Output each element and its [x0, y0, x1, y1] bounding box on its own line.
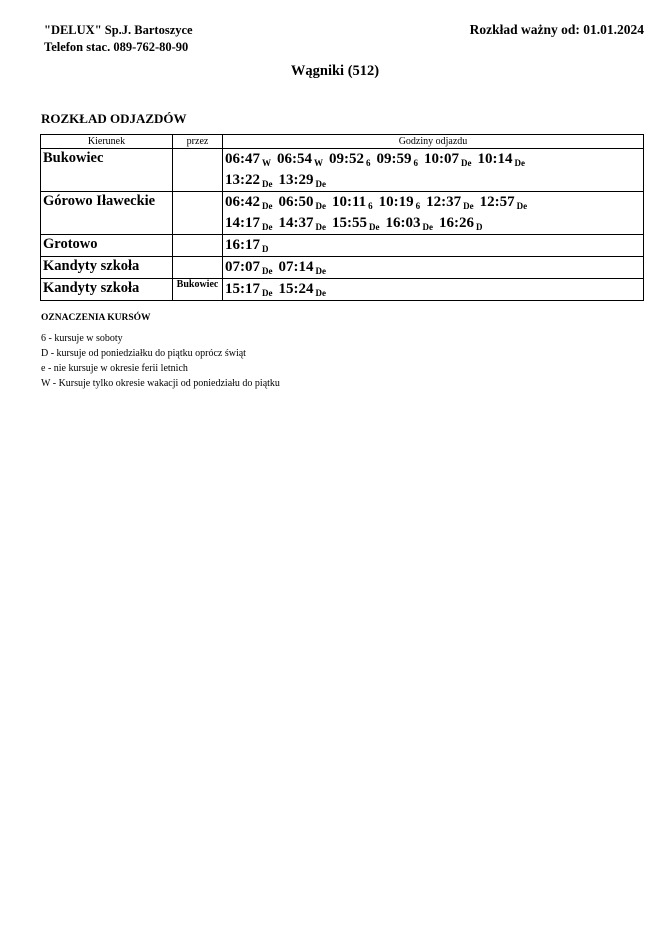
departure: [225, 213, 273, 234]
departure-times-cell: [223, 235, 644, 257]
departure-time: 16:26: [439, 215, 474, 231]
departure-time: 06:47: [225, 151, 260, 167]
departure-line: [225, 213, 641, 234]
departure: [225, 170, 273, 191]
departure: [279, 279, 327, 300]
departure: [225, 149, 271, 170]
departure-marker: 6: [366, 158, 371, 168]
departure-time: 10:07: [424, 151, 459, 167]
departure: [225, 279, 273, 300]
departure-times-cell: [223, 192, 644, 235]
departure-marker: De: [516, 201, 528, 211]
legend-item: e - nie kursuje w okresie ferii letnich: [41, 363, 188, 374]
departure-time: 14:37: [278, 215, 314, 231]
via-cell: Bukowiec: [173, 279, 223, 301]
departure-marker: De: [315, 266, 326, 276]
direction-cell: Górowo Iławeckie: [41, 192, 173, 235]
company-info: [44, 22, 193, 56]
page-title: Wągniki (512): [290, 63, 380, 79]
departure-time: 09:59: [376, 151, 412, 167]
departure: [439, 213, 483, 234]
departure-marker: D: [262, 244, 269, 254]
departure: [225, 235, 269, 256]
direction-cell: Kandyty szkoła: [41, 257, 173, 279]
departure-marker: 6: [368, 201, 373, 211]
departure-marker: De: [262, 266, 273, 276]
departure-times-cell: [223, 279, 644, 301]
departure-marker: De: [262, 201, 273, 211]
departure-line: [225, 235, 641, 256]
section-title: ROZKŁAD ODJAZDÓW: [41, 111, 187, 126]
direction-cell: Kandyty szkoła: [41, 279, 173, 301]
departure-marker: W: [314, 158, 323, 168]
departure-marker: De: [262, 222, 273, 232]
departure-time: 10:11: [332, 194, 367, 210]
timetable-header: [41, 135, 644, 149]
departure-marker: De: [315, 201, 326, 211]
departure-time: 10:14: [477, 151, 513, 167]
departure-marker: D: [476, 222, 483, 232]
legend: [41, 331, 280, 391]
departure-marker: W: [262, 158, 271, 168]
departure: [377, 149, 419, 170]
departure: [225, 192, 273, 213]
departure-times-cell: [223, 149, 644, 192]
departure-marker: De: [315, 179, 326, 189]
departure-line: [225, 257, 641, 278]
via-cell: [173, 192, 223, 235]
departure-time: 16:17: [225, 237, 260, 253]
departure-marker: De: [461, 158, 472, 168]
departure-line: [225, 279, 641, 300]
departure-time: 14:17: [225, 215, 260, 231]
valid-from: Rozkład ważny od: 01.01.2024: [469, 22, 644, 37]
header-via: przez: [173, 135, 223, 149]
departure-time: 07:07: [225, 259, 260, 275]
legend-title: OZNACZENIA KURSÓW: [41, 313, 151, 323]
departure-marker: De: [422, 222, 433, 232]
departure-time: 09:52: [329, 151, 364, 167]
departure: [225, 257, 273, 278]
departure-time: 06:54: [277, 151, 312, 167]
direction-cell: Bukowiec: [41, 149, 173, 192]
departure-time: 15:17: [225, 281, 260, 297]
timetable: [40, 134, 644, 301]
table-row: [41, 235, 644, 257]
departure: [279, 213, 327, 234]
departure-marker: De: [262, 288, 273, 298]
header-direction: Kierunek: [41, 135, 173, 149]
departure: [424, 149, 472, 170]
departure-times-cell: [223, 257, 644, 279]
departure: [480, 192, 528, 213]
departure-time: 07:14: [278, 259, 314, 275]
departure-time: 12:57: [479, 194, 515, 210]
departure-time: 06:50: [278, 194, 314, 210]
departure-marker: 6: [415, 201, 421, 211]
company-phone: Telefon stac. 089-762-80-90: [44, 40, 189, 54]
departure-marker: 6: [413, 158, 418, 168]
departure: [279, 257, 327, 278]
departure-time: 15:24: [278, 281, 314, 297]
departure: [332, 192, 373, 213]
legend-item: W - Kursuje tylko okresie wakacji od poniedziału do piątku: [41, 378, 280, 389]
departure-line: [225, 192, 641, 213]
departure-marker: De: [514, 158, 525, 168]
departure: [426, 192, 474, 213]
departure-time: 13:29: [278, 172, 314, 188]
table-row: [41, 279, 644, 301]
table-row: [41, 257, 644, 279]
departure-line: [225, 170, 641, 191]
departure-marker: De: [262, 179, 273, 189]
departure-line: [225, 149, 641, 170]
departure: [386, 213, 434, 234]
departure-time: 15:55: [332, 215, 367, 231]
company-name: "DELUX" Sp.J. Bartoszyce: [44, 23, 193, 37]
departure: [277, 149, 323, 170]
departure: [329, 149, 371, 170]
departure-marker: De: [369, 222, 380, 232]
departure: [379, 192, 421, 213]
departure-time: 16:03: [385, 215, 421, 231]
departure-time: 10:19: [378, 194, 414, 210]
direction-cell: Grotowo: [41, 235, 173, 257]
departure-marker: De: [315, 288, 326, 298]
table-row: [41, 192, 644, 235]
departure-time: 13:22: [225, 172, 260, 188]
legend-item: 6 - kursuje w soboty: [41, 333, 123, 344]
departure-time: 12:37: [426, 194, 462, 210]
departure-time: 06:42: [225, 194, 260, 210]
departure: [332, 213, 380, 234]
via-cell: [173, 235, 223, 257]
departure: [279, 170, 327, 191]
departure-marker: De: [315, 222, 326, 232]
via-cell: [173, 257, 223, 279]
via-cell: [173, 149, 223, 192]
header-times: Godziny odjazdu: [223, 135, 644, 149]
departure-marker: De: [463, 201, 474, 211]
departure: [279, 192, 327, 213]
table-row: [41, 149, 644, 192]
legend-item: D - kursuje od poniedziałku do piątku oprócz świąt: [41, 348, 246, 359]
departure: [478, 149, 526, 170]
